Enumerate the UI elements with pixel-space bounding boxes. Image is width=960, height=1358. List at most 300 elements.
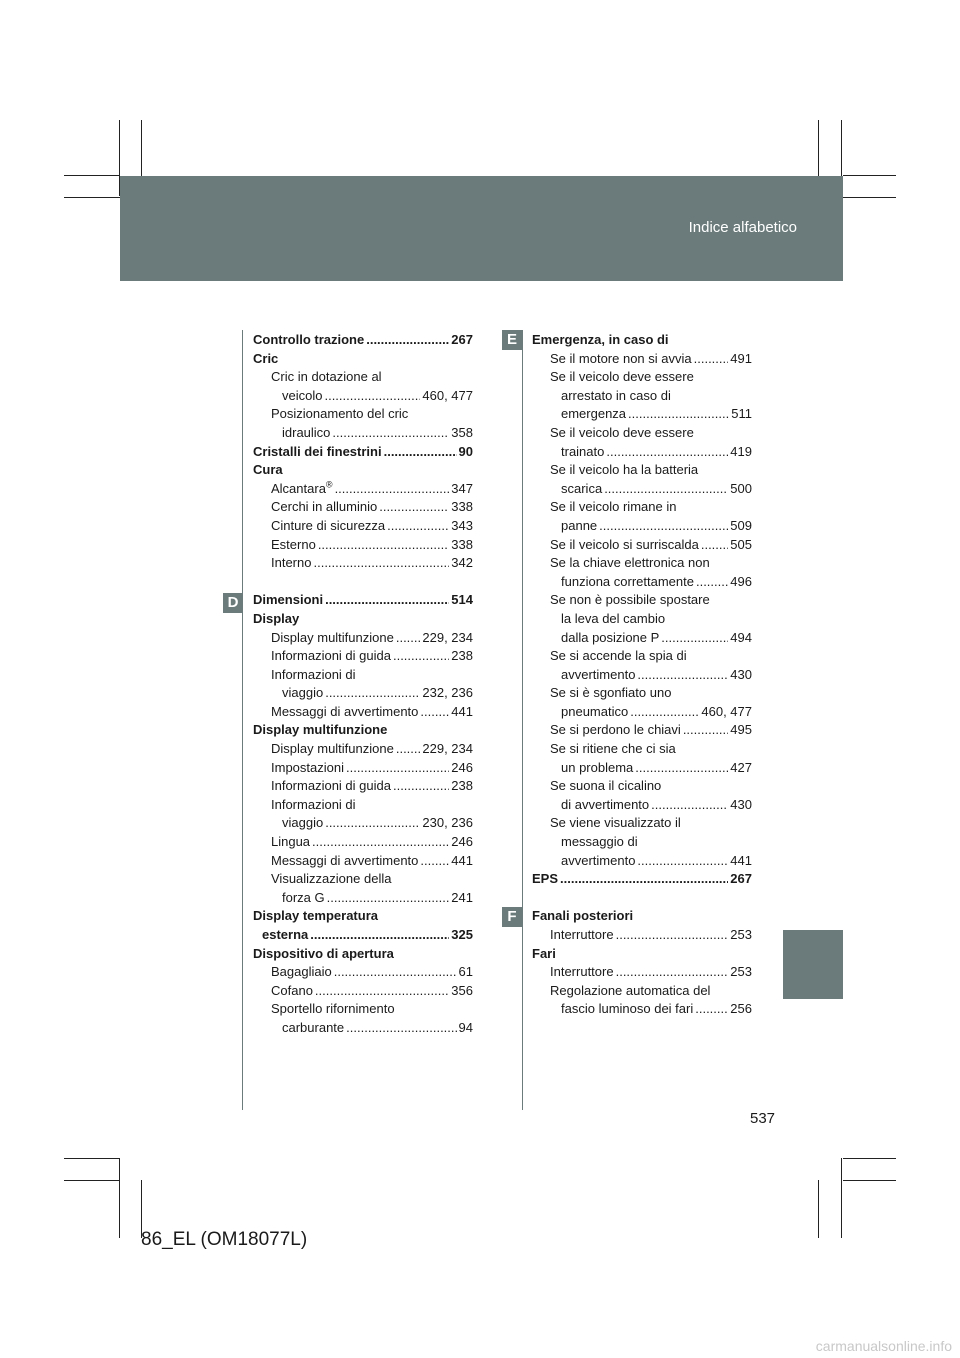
leader-dots: [393, 647, 449, 666]
entry-text: [550, 462, 698, 477]
index-entry: [253, 443, 473, 462]
index-entry: [253, 833, 473, 852]
entry-label: Se il veicolo ha la batteria: [550, 462, 699, 478]
page-reference: 256: [730, 1001, 752, 1017]
index-entry: [532, 982, 752, 1001]
page-reference: 238: [451, 778, 473, 794]
entry-label: Display multifunzione: [271, 741, 394, 757]
entry-text: [271, 703, 418, 722]
index-entry: [532, 926, 752, 945]
index-entry: [253, 982, 473, 1001]
index-entry: [532, 461, 752, 480]
entry-text: [550, 536, 699, 555]
leader-dots: [396, 740, 421, 759]
leader-dots: [332, 424, 449, 443]
index-entry: [532, 666, 752, 685]
entry-label: idraulico: [282, 424, 331, 440]
index-entry: [532, 331, 752, 350]
entry-label: Se il motore non si avvia: [550, 350, 692, 366]
entry-text: [561, 666, 635, 685]
index-entry: [532, 443, 752, 462]
entry-text: [561, 573, 694, 592]
leader-dots: [324, 387, 420, 406]
entry-text: [282, 424, 330, 443]
leader-dots: [635, 759, 728, 778]
entry-text: [561, 388, 671, 403]
leader-dots: [606, 443, 728, 462]
entry-label: avvertimento: [561, 852, 636, 868]
index-entry: [253, 666, 473, 685]
index-entry: [253, 424, 473, 443]
index-entry: [253, 907, 473, 926]
entry-text: [271, 406, 408, 421]
index-entry: [253, 461, 473, 480]
entry-text: [271, 480, 333, 499]
crop-mark: [64, 197, 120, 198]
column-rule: [242, 330, 243, 1110]
index-entry: [532, 777, 752, 796]
index-entry: [253, 870, 473, 889]
entry-text: [550, 592, 710, 607]
index-entry: [253, 1019, 473, 1038]
leader-dots: [315, 982, 449, 1001]
page-reference: 61: [458, 964, 473, 980]
page-reference: 338: [451, 536, 473, 552]
index-entry: [253, 517, 473, 536]
index-entry: [253, 777, 473, 796]
entry-text: [561, 611, 665, 626]
index-entry: [253, 684, 473, 703]
page-reference: 491: [730, 350, 752, 366]
index-entry: [532, 554, 752, 573]
index-gap: [532, 889, 752, 908]
entry-text: [271, 667, 356, 682]
page-reference: 338: [451, 499, 473, 515]
entry-text: [532, 870, 558, 889]
entry-label: avvertimento: [561, 666, 636, 682]
entry-label: Se si accende la spia di: [550, 648, 687, 664]
entry-label: Cofano: [271, 982, 313, 998]
entry-text: [253, 722, 387, 737]
entry-label: Controllo trazione: [253, 332, 365, 347]
page-reference: 325: [451, 927, 473, 942]
entry-text: [282, 889, 325, 908]
entry-label: Fanali posteriori: [532, 908, 634, 924]
page-reference: 343: [451, 517, 473, 533]
page-reference: 441: [451, 852, 473, 868]
entry-label: Se viene visualizzato il: [550, 815, 681, 831]
entry-text: [532, 946, 556, 961]
leader-dots: [312, 833, 449, 852]
crop-mark: [818, 1180, 819, 1238]
entry-text: [550, 721, 681, 740]
leader-dots: [334, 963, 457, 982]
entry-label: Regolazione automatica del: [550, 982, 711, 998]
crop-mark: [64, 1180, 120, 1181]
page-reference: 460, 477: [701, 703, 752, 719]
crop-mark: [843, 1158, 896, 1159]
index-entry: [532, 350, 752, 369]
crop-mark: [119, 1158, 120, 1238]
entry-label: Cura: [253, 462, 283, 478]
entry-text: [282, 387, 322, 406]
page-reference: 347: [451, 480, 473, 496]
entry-label: Interno: [271, 555, 312, 571]
index-entry: [532, 536, 752, 555]
entry-label: Se la chiave elettronica non: [550, 555, 710, 571]
leader-dots: [630, 703, 699, 722]
leader-dots: [661, 629, 728, 648]
document-code: 86_EL (OM18077L): [141, 1229, 308, 1250]
leader-dots: [346, 1019, 456, 1038]
entry-text: [271, 647, 391, 666]
index-entry: [532, 591, 752, 610]
index-entry: [532, 796, 752, 815]
entry-text: [561, 517, 597, 536]
page-reference: 246: [451, 834, 473, 850]
entry-text: [271, 369, 382, 384]
entry-text: [550, 350, 692, 369]
entry-label: un problema: [561, 759, 634, 775]
entry-label: Display temperatura: [253, 908, 378, 924]
page-reference: 230, 236: [422, 815, 473, 831]
entry-label: Emergenza, in caso di: [532, 332, 669, 347]
entry-label: Se il veicolo deve essere: [550, 369, 694, 385]
entry-label: Cristalli dei finestrini: [253, 443, 382, 459]
index-gap: [253, 573, 473, 592]
index-entry: [532, 963, 752, 982]
index-entry: [253, 405, 473, 424]
crop-mark: [818, 120, 819, 176]
entry-label: Interruttore: [550, 964, 614, 980]
page-reference: 232, 236: [422, 685, 473, 701]
entry-text: [271, 536, 316, 555]
entry-label: carburante: [282, 1019, 345, 1035]
leader-dots: [346, 759, 449, 778]
index-entry: [532, 498, 752, 517]
entry-text: [271, 759, 344, 778]
index-entry: [532, 517, 752, 536]
leader-dots: [683, 721, 728, 740]
entry-label: scarica: [561, 480, 603, 496]
leader-dots: [651, 796, 728, 815]
index-entry: [253, 1000, 473, 1019]
entry-label: Informazioni di guida: [271, 778, 391, 794]
index-entry: [253, 852, 473, 871]
entry-text: [271, 797, 356, 812]
entry-label: Informazioni di guida: [271, 648, 391, 664]
entry-label: Cric in dotazione al: [271, 369, 382, 385]
entry-label: Se il veicolo si surriscalda: [550, 536, 699, 552]
leader-dots: [325, 591, 449, 610]
crop-mark: [64, 175, 120, 176]
entry-text: [271, 554, 311, 573]
leader-dots: [396, 629, 421, 648]
entry-label: Display multifunzione: [253, 722, 388, 738]
entry-text: [271, 517, 385, 536]
index-entry: [253, 926, 473, 945]
index-entry: [532, 647, 752, 666]
page-reference: 496: [730, 573, 752, 589]
index-entry: [532, 814, 752, 833]
entry-text: [271, 833, 310, 852]
index-column-right: [532, 331, 752, 1019]
leader-dots: [599, 517, 728, 536]
page-reference: 505: [730, 536, 752, 552]
leader-dots: [694, 350, 729, 369]
entry-text: [550, 685, 671, 700]
leader-dots: [325, 684, 420, 703]
registered-mark: ®: [325, 479, 333, 490]
leader-dots: [696, 573, 728, 592]
index-entry: [253, 796, 473, 815]
page-number: 537: [750, 1110, 776, 1127]
index-entry: [253, 647, 473, 666]
crop-mark: [843, 1180, 896, 1181]
index-entry: [532, 368, 752, 387]
leader-dots: [318, 536, 449, 555]
entry-text: [532, 332, 669, 347]
entry-label: Cinture di sicurezza: [271, 517, 386, 533]
leader-dots: [387, 517, 449, 536]
index-entry: [532, 573, 752, 592]
entry-label: arrestato in caso di: [561, 387, 671, 403]
leader-dots: [695, 1000, 728, 1019]
leader-dots: [616, 963, 729, 982]
letter-marker-d: D: [223, 593, 243, 613]
index-entry: [532, 703, 752, 722]
index-entry: [253, 703, 473, 722]
entry-label: Se il veicolo rimane in: [550, 499, 677, 515]
letter-marker-f: F: [502, 907, 522, 927]
index-entry: [253, 610, 473, 629]
page-reference: 427: [730, 759, 752, 775]
leader-dots: [637, 666, 728, 685]
entry-text: [271, 982, 313, 1001]
entry-text: [550, 983, 710, 998]
entry-text: [253, 462, 283, 477]
page-reference: 509: [730, 517, 752, 533]
entry-text: [271, 740, 394, 759]
entry-label: viaggio: [282, 685, 324, 701]
index-entry: [253, 536, 473, 555]
entry-label: Informazioni di: [271, 666, 356, 682]
entry-label: Messaggi di avvertimento: [271, 852, 419, 868]
index-entry: [532, 480, 752, 499]
leader-dots: [420, 852, 449, 871]
entry-label: Se si è sgonfiato uno: [550, 685, 672, 701]
leader-dots: [366, 331, 449, 350]
crop-mark: [64, 1158, 120, 1159]
entry-label: Se il veicolo deve essere: [550, 424, 694, 440]
index-entry: [253, 814, 473, 833]
page-reference: 90: [458, 443, 473, 459]
entry-text: [271, 963, 332, 982]
page-reference: 229, 234: [422, 629, 473, 645]
entry-text: [282, 814, 323, 833]
page-reference: 342: [451, 555, 473, 571]
page-reference: 441: [730, 852, 752, 868]
entry-label: dalla posizione P: [561, 629, 660, 645]
entry-text: [271, 629, 394, 648]
entry-label: Dimensioni: [253, 592, 324, 608]
leader-dots: [327, 889, 450, 908]
entry-text: [561, 796, 649, 815]
entry-label: esterna: [262, 927, 309, 942]
entry-label: emergenza: [561, 406, 627, 422]
entry-label: Se si perdono le chiavi: [550, 722, 681, 738]
entry-text: [550, 425, 694, 440]
entry-text: [262, 926, 308, 945]
entry-text: [271, 1001, 395, 1016]
entry-text: [561, 834, 638, 849]
entry-text: [550, 778, 661, 793]
leader-dots: [335, 480, 450, 499]
crop-mark: [141, 120, 142, 176]
index-entry: [532, 424, 752, 443]
entry-text: [253, 591, 323, 610]
index-entry: [253, 368, 473, 387]
entry-text: [253, 611, 299, 626]
section-title: Indice alfabetico: [688, 219, 797, 236]
entry-text: [271, 852, 418, 871]
leader-dots: [628, 405, 729, 424]
page-reference: 241: [451, 889, 473, 905]
entry-text: [561, 443, 604, 462]
entry-text: [550, 815, 681, 830]
leader-dots: [604, 480, 728, 499]
entry-label: Informazioni di: [271, 796, 356, 812]
entry-label: messaggio di: [561, 834, 638, 850]
index-entry: [253, 889, 473, 908]
page-reference: 419: [730, 443, 752, 459]
index-entry: [253, 350, 473, 369]
entry-text: [271, 777, 391, 796]
page-reference: 94: [458, 1019, 473, 1035]
entry-text: [253, 946, 394, 961]
index-entry: [253, 945, 473, 964]
entry-label: Display multifunzione: [271, 629, 394, 645]
crop-mark: [843, 197, 896, 198]
page-reference: 253: [730, 927, 752, 942]
index-entry: [253, 387, 473, 406]
entry-label: Visualizzazione della: [271, 871, 392, 887]
entry-label: viaggio: [282, 815, 324, 831]
index-entry: [253, 740, 473, 759]
leader-dots: [313, 554, 449, 573]
entry-label: EPS: [532, 871, 559, 887]
index-entry: [253, 591, 473, 610]
entry-label: Lingua: [271, 834, 311, 850]
entry-text: [561, 703, 628, 722]
entry-text: [550, 369, 694, 384]
index-entry: [253, 480, 473, 499]
leader-dots: [420, 703, 449, 722]
page-reference: 246: [451, 759, 473, 775]
page-reference: 460, 477: [422, 387, 473, 403]
entry-text: [271, 498, 377, 517]
leader-dots: [616, 926, 729, 945]
index-column-left: [253, 331, 473, 1038]
leader-dots: [637, 852, 728, 871]
index-entry: [253, 498, 473, 517]
index-entry: [532, 870, 752, 889]
entry-label: panne: [561, 517, 598, 533]
entry-label: Interruttore: [550, 927, 614, 942]
leader-dots: [560, 870, 728, 889]
page-reference: 358: [451, 424, 473, 440]
entry-text: [561, 629, 659, 648]
entry-text: [561, 1000, 693, 1019]
entry-label: Cric: [253, 350, 279, 366]
entry-text: [282, 684, 323, 703]
crop-mark: [843, 175, 896, 176]
leader-dots: [393, 777, 449, 796]
index-entry: [532, 759, 752, 778]
entry-text: [550, 926, 614, 945]
column-rule: [522, 330, 523, 1110]
page-reference: 495: [730, 722, 752, 738]
entry-label: Fari: [532, 945, 556, 961]
leader-dots: [310, 926, 449, 945]
entry-text: [253, 908, 378, 923]
index-entry: [253, 963, 473, 982]
entry-label: Bagagliaio: [271, 964, 332, 980]
page-reference: 441: [451, 703, 473, 719]
leader-dots: [384, 443, 457, 462]
index-entry: [532, 721, 752, 740]
entry-label: Se suona il cicalino: [550, 778, 662, 794]
entry-label: Esterno: [271, 536, 316, 552]
watermark: carmanualsonline.info: [815, 1338, 952, 1354]
index-entry: [532, 740, 752, 759]
thumb-index-tab: [783, 930, 843, 999]
index-entry: [532, 945, 752, 964]
index-entry: [253, 554, 473, 573]
index-entry: [253, 629, 473, 648]
index-entry: [532, 833, 752, 852]
entry-text: [561, 405, 626, 424]
entry-label: forza G: [282, 889, 325, 905]
entry-text: [550, 963, 614, 982]
entry-text: [561, 759, 633, 778]
index-entry: [532, 387, 752, 406]
page-reference: 356: [451, 982, 473, 998]
entry-text: [550, 499, 676, 514]
entry-label: di avvertimento: [561, 796, 650, 812]
entry-label: fascio luminoso dei fari: [561, 1001, 694, 1017]
index-entry: [532, 1000, 752, 1019]
entry-label: Se non è possibile spostare: [550, 592, 710, 608]
entry-text: [532, 908, 633, 923]
entry-label: Cerchi in alluminio: [271, 499, 378, 515]
page-reference: 511: [731, 406, 752, 422]
index-entry: [253, 721, 473, 740]
entry-label: trainato: [561, 443, 605, 459]
entry-label: Sportello rifornimento: [271, 1001, 395, 1017]
index-entry: [253, 331, 473, 350]
entry-label: Messaggi di avvertimento: [271, 703, 419, 719]
entry-label: veicolo: [282, 387, 323, 403]
page-reference: 430: [730, 796, 752, 812]
entry-label: pneumatico: [561, 703, 629, 719]
entry-label: la leva del cambio: [561, 610, 666, 626]
page-reference: 514: [451, 592, 473, 608]
leader-dots: [701, 536, 728, 555]
index-entry: [532, 907, 752, 926]
entry-text: [253, 331, 364, 350]
page-reference: 500: [730, 480, 752, 496]
